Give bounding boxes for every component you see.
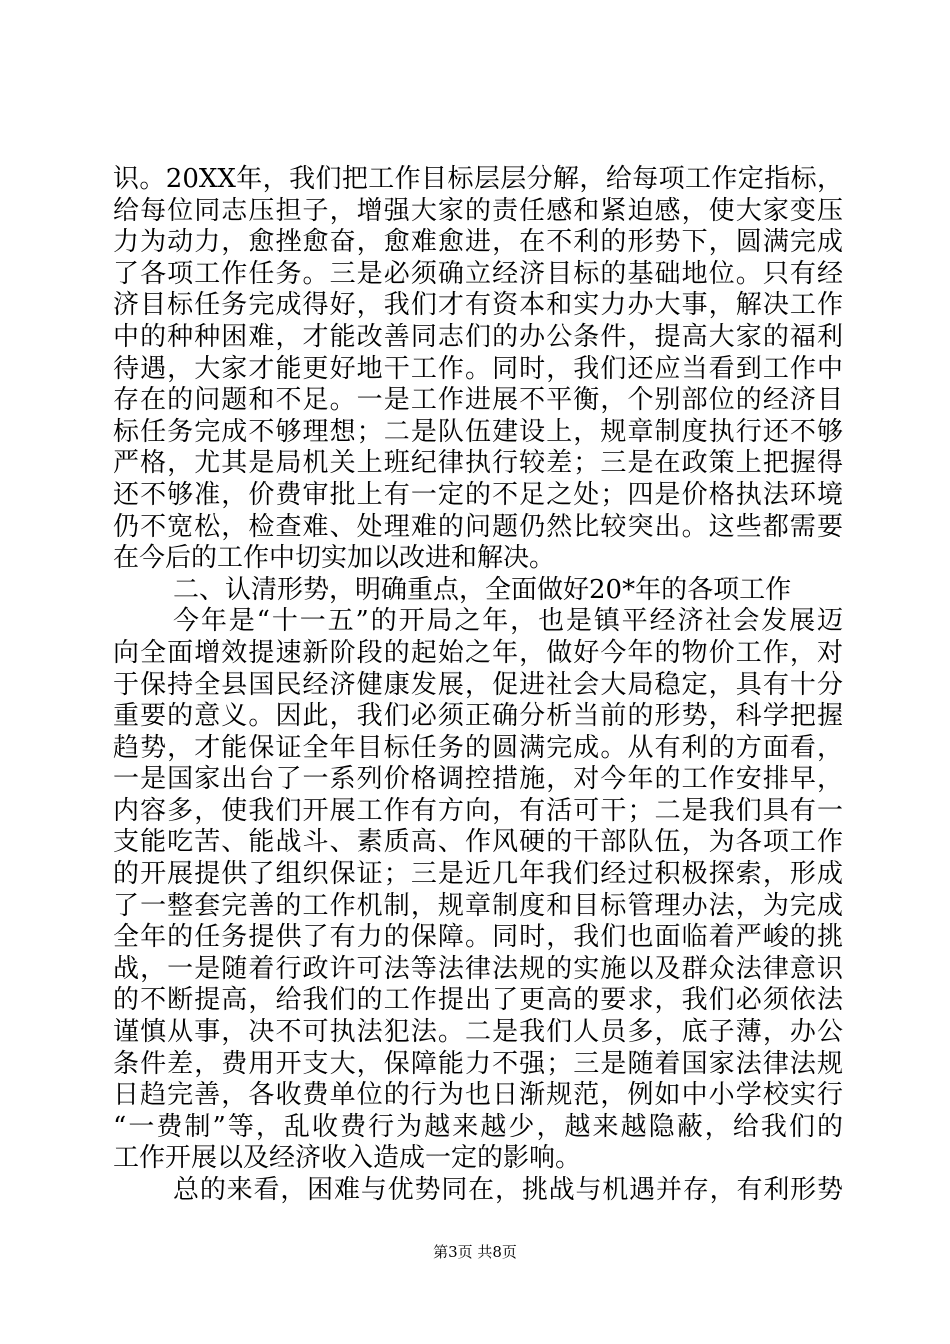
text-line: 的不断提高，给我们的工作提出了更高的要求，我们必须依法 — [113, 985, 843, 1016]
text-line: 了一整套完善的工作机制，规章制度和目标管理办法，为完成 — [113, 890, 843, 921]
text-line: 趋势，才能保证全年目标任务的圆满完成。从有利的方面看， — [113, 732, 843, 763]
text-line: 工作开展以及经济收入造成一定的影响。 — [113, 1143, 582, 1174]
text-line: 总的来看，困难与优势同在，挑战与机遇并存，有利形势 — [173, 1175, 843, 1205]
text-line: “一费制”等，乱收费行为越来越少，越来越隐蔽，给我们的 — [113, 1111, 843, 1142]
text-line: 了各项工作任务。三是必须确立经济目标的基础地位。只有经 — [113, 258, 843, 289]
text-line: 给每位同志压担子，增强大家的责任感和紧迫感，使大家变压 — [113, 195, 843, 226]
text-line: 重要的意义。因此，我们必须正确分析当前的形势，科学把握 — [113, 701, 843, 732]
text-line: 中的种种困难，才能改善同志们的办公条件，提高大家的福利 — [113, 321, 843, 352]
text-line: 支能吃苦、能战斗、素质高、作风硬的干部队伍，为各项工作 — [113, 827, 843, 858]
page-footer — [0, 1242, 950, 1262]
page-number-label: 第3页 共8页 — [433, 1243, 517, 1261]
text-line: 存在的问题和不足。一是工作进展不平衡，个别部位的经济目 — [113, 385, 843, 416]
text-line: 一是国家出台了一系列价格调控措施，对今年的工作安排早， — [113, 764, 843, 795]
text-line: 内容多，使我们开展工作有方向，有活可干；二是我们具有一 — [113, 795, 843, 826]
text-line: 在今后的工作中切实加以改进和解决。 — [113, 543, 556, 574]
text-line: 于保持全县国民经济健康发展，促进社会大局稳定，具有十分 — [113, 669, 843, 700]
document-body — [113, 164, 843, 1207]
text-line: 谨慎从事，决不可执法犯法。二是我们人员多，底子薄，办公 — [113, 1017, 843, 1048]
text-line: 二、认清形势，明确重点，全面做好20*年的各项工作 — [173, 574, 792, 605]
text-line: 力为动力，愈挫愈奋，愈难愈进，在不利的形势下，圆满完成 — [113, 227, 843, 258]
text-line: 还不够准，价费审批上有一定的不足之处；四是价格执法环境 — [113, 479, 843, 510]
text-line: 济目标任务完成得好，我们才有资本和实力办大事，解决工作 — [113, 290, 843, 321]
text-line: 标任务完成不够理想；二是队伍建设上，规章制度执行还不够 — [113, 416, 843, 447]
text-line: 仍不宽松，检查难、处理难的问题仍然比较突出。这些都需要 — [113, 511, 843, 542]
text-line: 战，一是随着行政许可法等法律法规的实施以及群众法律意识 — [113, 953, 843, 984]
text-line: 条件差，费用开支大，保障能力不强；三是随着国家法律法规 — [113, 1048, 843, 1079]
text-line: 全年的任务提供了有力的保障。同时，我们也面临着严峻的挑 — [113, 922, 843, 953]
text-line: 日趋完善，各收费单位的行为也日渐规范，例如中小学校实行 — [113, 1080, 843, 1111]
text-line: 待遇，大家才能更好地干工作。同时，我们还应当看到工作中 — [113, 353, 843, 384]
text-line: 严格，尤其是局机关上班纪律执行较差；三是在政策上把握得 — [113, 448, 843, 479]
text-line: 今年是“十一五”的开局之年，也是镇平经济社会发展迈 — [173, 606, 843, 637]
text-line: 向全面增效提速新阶段的起始之年，做好今年的物价工作，对 — [113, 637, 843, 668]
text-line: 识。20XX年，我们把工作目标层层分解，给每项工作定指标， — [113, 164, 843, 194]
text-line: 的开展提供了组织保证；三是近几年我们经过积极探索，形成 — [113, 859, 843, 890]
